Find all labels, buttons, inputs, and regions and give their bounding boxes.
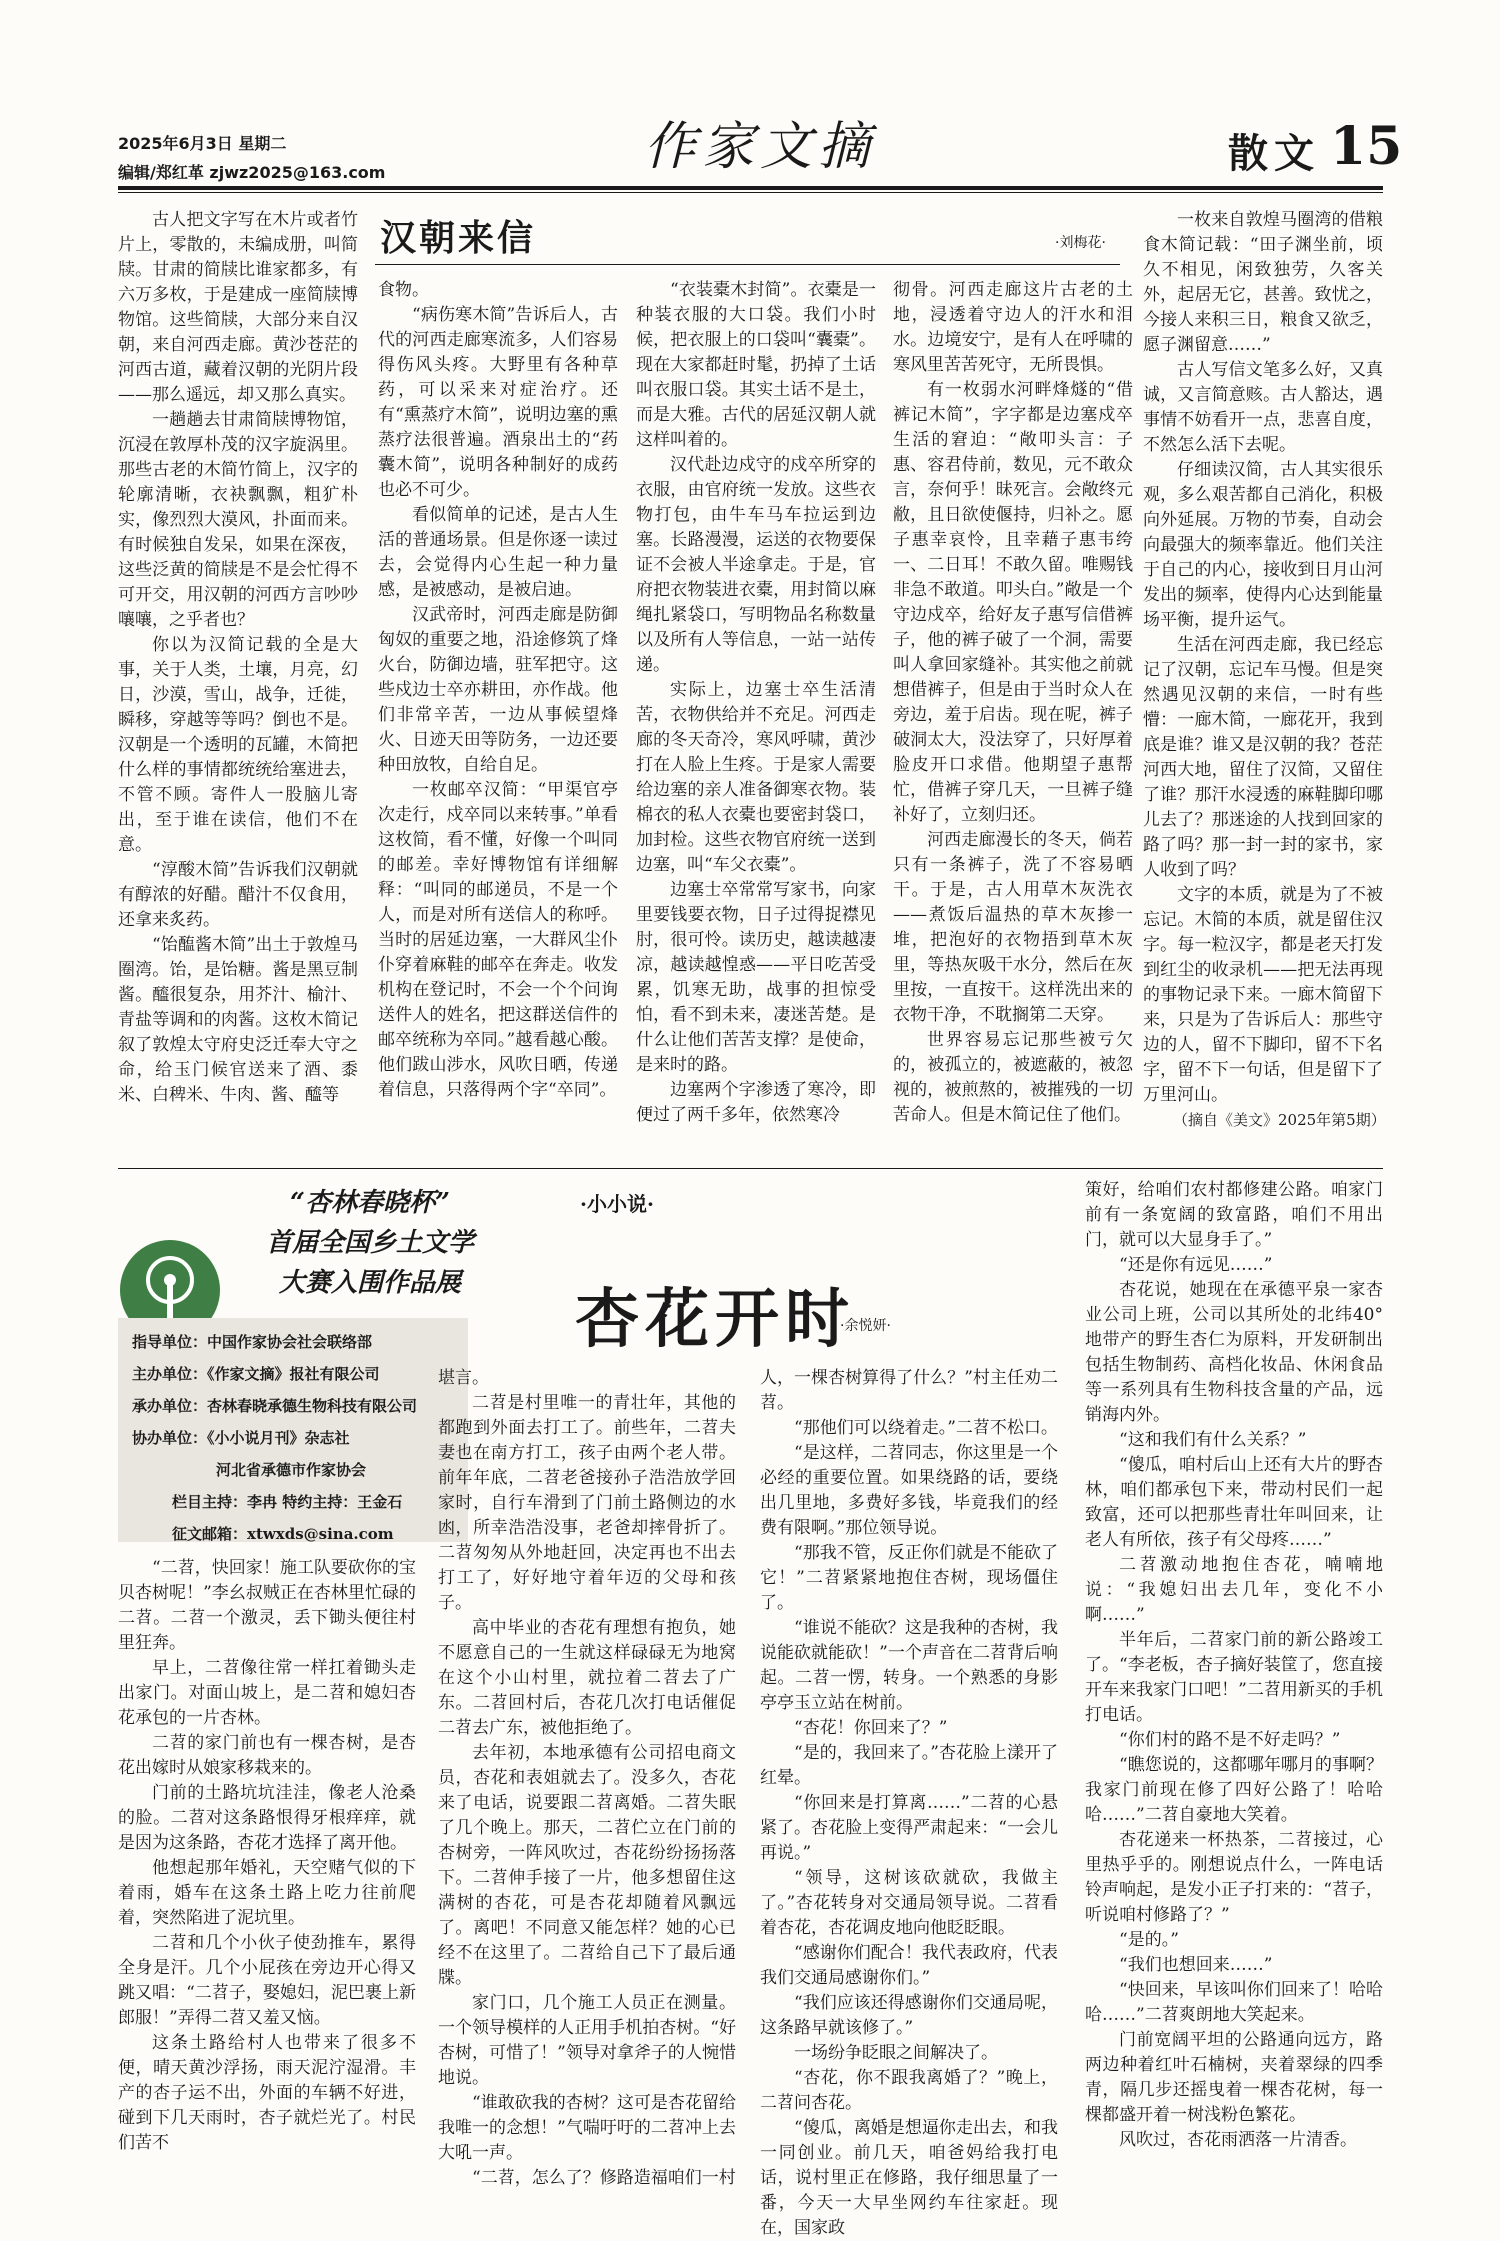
page-number: 15 bbox=[1330, 116, 1403, 177]
issue-date: 2025年6月3日 星期二 bbox=[118, 134, 287, 153]
contest-title-line2: 首届全国乡土文学 bbox=[265, 1228, 474, 1258]
paragraph: “这和我们有什么关系？” bbox=[1119, 1430, 1307, 1450]
paragraph: “你回来是打算离……”二苕的心悬紧了。杏花脸上变得严肃起来：“一会儿再说。” bbox=[760, 1793, 1058, 1863]
contest-email: 征文邮箱：xtwxds@sina.com bbox=[172, 1525, 394, 1543]
paragraph: 一趟趟去甘肃简牍博物馆，沉浸在敦厚朴茂的汉字旋涡里。那些古老的木简竹简上，汉字的轮廓清晰，衣袂飘飘，粗犷朴实，像烈烈大漠风，扑面而来。有时候独自发呆，如果在深夜，这些泛黄的简牍是不是会忙得不可开交，用汉朝的河西方言吵吵嚷嚷，之乎者也？ bbox=[118, 410, 358, 630]
paragraph: 这条土路给村人也带来了很多不便，晴天黄沙浮扬，雨天泥泞湿滑。丰产的杏子运不出，外面的车辆不好进，碰到下几天雨时，杏子就烂光了。村民们苦不 bbox=[118, 2033, 416, 2153]
paragraph: “快回来，早该叫你们回来了！哈哈哈……”二苕爽朗地大笑起来。 bbox=[1085, 1980, 1383, 2025]
paragraph: 实际上，边塞士卒生活清苦，衣物供给并不充足。河西走廊的冬天奇冷，寒风呼啸，黄沙打在人脸上生疼。于是家人需要给边塞的亲人准备御寒衣物。装棉衣的私人衣橐也要密封袋口，加封检。这些衣物官府统一送到边塞，叫“车父衣橐”。 bbox=[636, 680, 876, 875]
paragraph: “那我不管，反正你们就是不能砍了它！”二苕紧紧地抱住杏树，现场僵住了。 bbox=[760, 1543, 1058, 1613]
paragraph: “我们也想回来……” bbox=[1119, 1955, 1273, 1975]
paragraph: 二苕的家门前也有一棵杏树，是杏花出嫁时从娘家移栽来的。 bbox=[118, 1733, 416, 1778]
article2-column-4 bbox=[1085, 1178, 1383, 2150]
paragraph: 家门口，几个施工人员正在测量。一个领导模样的人正用手机拍杏树。“好杏树，可惜了！”领导对拿斧子的人惋惜地说。 bbox=[438, 1993, 736, 2088]
paragraph: “杏花！你回来了？” bbox=[794, 1718, 948, 1738]
paragraph: 他想起那年婚礼，天空赌气似的下着雨，婚车在这条土路上吃力往前爬着，突然陷进了泥坑里。 bbox=[118, 1858, 416, 1928]
paragraph: “二苕，怎么了？修路造福咱们一村 bbox=[472, 2168, 736, 2188]
paragraph: 杏花说，她现在在承德平泉一家杏业公司上班，公司以其所处的北纬40°地带产的野生杏仁为原料，开发研制出包括生物制药、高档化妆品、休闲食品等一系列具有生物科技含量的产品，远销海内外。 bbox=[1085, 1280, 1383, 1425]
contest-co-organizer: 协办单位：《小小说月刊》杂志社 bbox=[132, 1429, 350, 1447]
paragraph: “谁敢砍我的杏树？这可是杏花留给我唯一的念想！”气喘吁吁的二苕冲上去大吼一声。 bbox=[438, 2093, 736, 2163]
paragraph: 去年初，本地承德有公司招电商文员，杏花和表姐就去了。没多久，杏花来了电话，说要跟二苕离婚。二苕失眠了几个晚上。那天，二苕伫立在门前的杏树旁，一阵风吹过，杏花纷纷扬扬落下。二苕伸手接了一片，他多想留住这满树的杏花，可是杏花却随着风飘远了。离吧！不同意又能怎样？她的心已经不在这里了。二苕给自己下了最后通牒。 bbox=[438, 1743, 736, 1988]
paragraph: “是这样，二苕同志，你这里是一个必经的重要位置。如果绕路的话，要绕出几里地，多费好多钱，毕竟我们的经费有限啊。”那位领导说。 bbox=[760, 1443, 1058, 1538]
contest-guiding-unit: 指导单位：中国作家协会社会联络部 bbox=[132, 1333, 373, 1351]
paragraph: 古人把文字写在木片或者竹片上，零散的，未编成册，叫简牍。甘肃的简牍比谁家都多，有六万多枚，于是建成一座简牍博物馆。这些简牍，大部分来自汉朝，来自河西走廊。黄沙苍茫的河西古道，藏着汉朝的光阴片段——那么遥远，却又那么真实。 bbox=[118, 210, 358, 405]
article1-source: （摘自《美文》2025年第5期） bbox=[1173, 1111, 1386, 1129]
paragraph: “谁说不能砍？这是我种的杏树，我说能砍就能砍！”一个声音在二苕背后响起。二苕一愣，转身。一个熟悉的身影亭亭玉立站在树前。 bbox=[760, 1618, 1058, 1713]
contest-hosts: 栏目主持：李冉 特约主持：王金石 bbox=[172, 1493, 403, 1511]
paragraph: “饴醢酱木简”出土于敦煌马圈湾。饴，是饴糖。酱是黑豆制酱。醯很复杂，用芥汁、榆汁、青盐等调和的肉酱。这枚木简记叙了敦煌太守府史泛迁奉大守之命，给玉门候官送来了酒、黍米、白稗米、牛肉、酱、醯等 bbox=[118, 935, 358, 1105]
paragraph: 杏花递来一杯热茶，二苕接过，心里热乎乎的。刚想说点什么，一阵电话铃声响起，是发小正子打来的：“苕子，听说咱村修路了？” bbox=[1085, 1830, 1383, 1925]
article1-title-rule bbox=[375, 264, 1120, 265]
paragraph: “瞧您说的，这都哪年哪月的事啊？我家门前现在修了四好公路了！哈哈哈……”二苕自豪地大笑着。 bbox=[1085, 1755, 1383, 1825]
paragraph: “那他们可以绕着走。”二苕不松口。 bbox=[794, 1418, 1058, 1438]
paragraph: “病伤寒木简”告诉后人，古代的河西走廊寒流多，人们容易得伤风头疼。大野里有各种草药，可以采来对症治疗。还有“熏蒸疗木简”，说明边塞的熏蒸疗法很普遍。酒泉出土的“药囊木简”，说明各种制好的成药也必不可少。 bbox=[378, 305, 618, 500]
paragraph: 风吹过，杏花雨洒落一片清香。 bbox=[1119, 2130, 1357, 2150]
paragraph: “是的，我回来了。”杏花脸上漾开了红晕。 bbox=[760, 1743, 1058, 1788]
article1-title: 汉朝来信 bbox=[380, 217, 537, 259]
paragraph: 古人写信文笔多么好，又真诚，又言简意赅。古人豁达，遇事情不妨看开一点，悲喜自度，不然怎么活下去呢。 bbox=[1143, 360, 1383, 455]
paragraph: “领导，这树该砍就砍，我做主了。”杏花转身对交通局领导说。二苕看着杏花，杏花调皮地向他眨眨眼。 bbox=[760, 1868, 1058, 1938]
paragraph: 一枚邮卒汉简：“甲渠官亭次走行，戍卒同以来转事。”单看这枚简，看不懂，好像一个叫同的邮差。幸好博物馆有详细解释：“叫同的邮递员，不是一个人，而是对所有送信人的称呼。当时的居延边塞，一大群风尘仆仆穿着麻鞋的邮卒在奔走。收发机构在登记时，不会一个个问询送件人的姓名，把这群送信件的邮卒统称为卒同。”越看越心酸。他们跋山涉水，风吹日晒，传递着信息，只落得两个字“卒同”。 bbox=[378, 780, 618, 1100]
paragraph: 看似简单的记述，是古人生活的普通场景。但是你逐一读过去，会觉得内心生起一种力量感，是被感动，是被启迪。 bbox=[378, 505, 618, 600]
newspaper-masthead: 作家文摘 bbox=[643, 117, 876, 177]
article2-byline: ·余悦妍· bbox=[840, 1318, 891, 1334]
paragraph: 一场纷争眨眼之间解决了。 bbox=[794, 2043, 998, 2063]
paragraph: 人，一棵杏树算得了什么？”村主任劝二苕。 bbox=[760, 1368, 1058, 1413]
contest-title-line1: “杏林春晓杯” bbox=[290, 1188, 450, 1218]
article2-title: 杏花开时 bbox=[575, 1282, 855, 1357]
paragraph: 一枚来自敦煌马圈湾的借粮食木简记载：“田子渊坐前，顷久不相见，闲致独劳，久客关外，起居无它，甚善。致忧之，今接人来积三日，粮食又欲乏，愿子渊留意……” bbox=[1143, 210, 1383, 355]
paragraph: 你以为汉简记载的全是大事，关于人类，土壤，月亮，幻日，沙漠，雪山，战争，迁徙，瞬移，穿越等等吗？倒也不是。汉朝是一个透明的瓦罐，木简把什么样的事情都统统给塞进去，不管不顾。寄件人一股脑儿寄出，至于谁在读信，他们不在意。 bbox=[118, 635, 358, 855]
header-rule-thin bbox=[118, 192, 1383, 193]
section-divider bbox=[118, 1168, 1383, 1169]
paragraph: 彻骨。河西走廊这片古老的土地，浸透着守边人的汗水和泪水。边境安宁，是有人在呼啸的寒风里苦苦死守，无所畏惧。 bbox=[893, 280, 1133, 375]
section-name: 散文 bbox=[1228, 130, 1320, 177]
paragraph: 二苕激动地抱住杏花，喃喃地说：“我媳妇出去几年，变化不小啊……” bbox=[1085, 1555, 1383, 1625]
article2-column-1 bbox=[118, 1556, 416, 2153]
paragraph: 二苕是村里唯一的青壮年，其他的都跑到外面去打工了。前些年，二苕夫妻也在南方打工，孩子由两个老人带。前年年底，二苕老爸接孙子浩浩放学回家时，自行车滑到了门前土路侧边的水凼，所幸浩浩没事，老爸却摔骨折了。二苕匆匆从外地赶回，决定再也不出去打工了，好好地守着年迈的父母和孩子。 bbox=[438, 1393, 736, 1613]
article2-column-2 bbox=[438, 1366, 736, 2188]
paragraph: “傻瓜，咱村后山上还有大片的野杏林，咱们都承包下来，带动村民们一起致富，还可以把那些青壮年叫回来，让老人有所依，孩子有父母疼……” bbox=[1085, 1455, 1383, 1550]
paragraph: 有一枚弱水河畔烽燧的“借裤记木简”，字字都是边塞戍卒生活的窘迫：“敞叩头言：子惠、容君侍前，数见，元不敢众言，奈何乎！昧死言。会敞终元敝，且日欲使偃持，归补之。愿子惠幸哀怜，且幸藉子惠韦绔一、二日耳！不敢久留。唯赐钱非急不敢道。叩头白。”敞是一个守边戍卒，给好友子惠写信借裤子，他的裤子破了一个洞，需要叫人拿回家缝补。其实他之前就想借裤子，但是由于当时众人在旁边，羞于启齿。现在呢，裤子破洞太大，没法穿了，只好厚着脸皮开口求借。他期望子惠帮忙，借裤子穿几天，一旦裤子缝补好了，立刻归还。 bbox=[893, 380, 1133, 825]
paragraph: 早上，二苕像往常一样扛着锄头走出家门。对面山坡上，是二苕和媳妇杏花承包的一片杏林。 bbox=[118, 1658, 416, 1728]
paragraph: “淳酸木简”告诉我们汉朝就有醇浓的好醋。醋汁不仅食用，还拿来炙药。 bbox=[118, 860, 358, 930]
paragraph: 堪言。 bbox=[438, 1368, 489, 1388]
paragraph: “傻瓜，离婚是想逼你走出去，和我一同创业。前几天，咱爸妈给我打电话，说村里正在修路，我仔细思量了一番，今天一大早坐网约车往家赶。现在，国家政 bbox=[760, 2118, 1058, 2238]
paragraph: “杏花，你不跟我离婚了？”晚上，二苕问杏花。 bbox=[760, 2068, 1058, 2113]
contest-host: 主办单位：《作家文摘》报社有限公司 bbox=[132, 1365, 380, 1383]
paragraph: 二苕和几个小伙子使劲推车，累得全身是汗。几个小屁孩在旁边开心得又跳又唱：“二苕子，娶媳妇，泥巴裹上新郎服！”弄得二苕又羞又恼。 bbox=[118, 1933, 416, 2028]
contest-co-organizer-2: 河北省承德市作家协会 bbox=[216, 1461, 367, 1479]
paragraph: “衣装橐木封简”。衣橐是一种装衣服的大口袋。我们小时候，把衣服上的口袋叫“囊橐”。现在大家都赶时髦，扔掉了土话叫衣服口袋。其实土话不是土，而是大雅。古代的居延汉朝人就这样叫着的。 bbox=[636, 280, 876, 450]
paragraph: “你们村的路不是不好走吗？” bbox=[1119, 1730, 1341, 1750]
paragraph: 汉武帝时，河西走廊是防御匈奴的重要之地，沿途修筑了烽火台，防御边墙，驻军把守。这些戍边士卒亦耕田，亦作战。他们非常辛苦，一边从事候望烽火、日迹天田等防务，一边还要种田放牧，自给自足。 bbox=[378, 605, 618, 775]
paragraph: 门前的土路坑坑洼洼，像老人沧桑的脸。二苕对这条路恨得牙根痒痒，就是因为这条路，杏花才选择了离开他。 bbox=[118, 1783, 416, 1853]
paragraph: 边塞士卒常常写家书，向家里要钱要衣物，日子过得捉襟见肘，很可怜。读历史，越读越凄凉，越读越惶惑——平日吃苦受累，饥寒无助，战事的担惊受怕，看不到未来，凄迷苦楚。是什么让他们苦苦支撑？是使命，是来时的路。 bbox=[636, 880, 876, 1075]
article2-kicker: ·小小说· bbox=[580, 1192, 654, 1216]
paragraph: “感谢你们配合！我代表政府，代表我们交通局感谢你们。” bbox=[760, 1943, 1058, 1988]
editor-contact: 编辑/郑红革 zjwz2025@163.com bbox=[118, 163, 386, 182]
paragraph: 仔细读汉简，古人其实很乐观，多么艰苦都自己消化，积极向外延展。万物的节奏，自动会向最强大的频率靠近。他们关注于自己的内心，接收到日月山河发出的频率，使得内心达到能量场平衡，提升运气。 bbox=[1143, 460, 1383, 630]
paragraph: 河西走廊漫长的冬天，倘若只有一条裤子，洗了不容易晒干。于是，古人用草木灰洗衣——煮饭后温热的草木灰掺一堆，把泡好的衣物捂到草木灰里，等热灰吸干水分，然后在灰里按，一直按干。这样洗出来的衣物干净，不耽搁第二天穿。 bbox=[893, 830, 1133, 1025]
paragraph: “我们应该还得感谢你们交通局呢，这条路早就该修了。” bbox=[760, 1993, 1058, 2038]
paragraph: 边塞两个字渗透了寒冷，即便过了两千多年，依然寒冷 bbox=[636, 1080, 876, 1125]
paragraph: “二苕，快回家！施工队要砍你的宝贝杏树呢！”李幺叔贼正在杏林里忙碌的二苕。二苕一个激灵，丢下锄头便往村里狂奔。 bbox=[118, 1558, 416, 1653]
contest-organizer: 承办单位：杏林春晓承德生物科技有限公司 bbox=[132, 1397, 418, 1415]
paragraph: 高中毕业的杏花有理想有抱负，她不愿意自己的一生就这样碌碌无为地窝在这个小山村里，就拉着二苕去了广东。二苕回村后，杏花几次打电话催促二苕去广东，被他拒绝了。 bbox=[438, 1618, 736, 1738]
paragraph: 食物。 bbox=[378, 280, 429, 300]
article2-column-3 bbox=[760, 1366, 1058, 2238]
paragraph: 世界容易忘记那些被亏欠的，被孤立的，被遮蔽的，被忽视的，被煎熬的，被摧残的一切苦命人。但是木简记住了他们。 bbox=[893, 1030, 1133, 1125]
paragraph: “还是你有远见……” bbox=[1119, 1255, 1273, 1275]
article1-byline: ·刘梅花· bbox=[1055, 235, 1106, 251]
paragraph: 文字的本质，就是为了不被忘记。木简的本质，就是留住汉字。每一粒汉字，都是老天打发到红尘的收录机——把无法再现的事物记录下来。一廊木简留下来，只是为了告诉后人：那些守边的人，留不下脚印，留不下名字，留不下一句话，但是留下了万里河山。 bbox=[1143, 885, 1383, 1105]
paragraph: “是的。” bbox=[1119, 1930, 1179, 1950]
article1-column-3 bbox=[636, 278, 876, 1408]
paragraph: 半年后，二苕家门前的新公路竣工了。“李老板，杏子摘好装筐了，您直接开车来我家门口吧！”二苕用新买的手机打电话。 bbox=[1085, 1630, 1383, 1725]
contest-title-line3: 大赛入围作品展 bbox=[278, 1268, 461, 1298]
paragraph: 门前宽阔平坦的公路通向远方，路两边种着红叶石楠树，夹着翠绿的四季青，隔几步还摇曳着一棵杏花树，每一棵都盛开着一树浅粉色繁花。 bbox=[1085, 2030, 1383, 2125]
header-rule-thick bbox=[118, 186, 1383, 190]
paragraph: 汉代赴边戍守的戍卒所穿的衣服，由官府统一发放。这些衣物打包，由牛车马车拉运到边塞。长路漫漫，运送的衣物要保证不会被人半途拿走。于是，官府把衣物装进衣橐，用封简以麻绳扎紧袋口，写明物品名称数量以及所有人等信息，一站一站传递。 bbox=[636, 455, 876, 675]
contest-info-box bbox=[118, 1318, 468, 1542]
paragraph: 策好，给咱们农村都修建公路。咱家门前有一条宽阔的致富路，咱们不用出门，就可以大显身手了。” bbox=[1085, 1180, 1383, 1250]
paragraph: 生活在河西走廊，我已经忘记了汉朝，忘记车马慢。但是突然遇见汉朝的来信，一时有些懵：一廊木简，一廊花开，我到底是谁？谁又是汉朝的我？苍茫河西大地，留住了汉简，又留住了谁？那汗水浸透的麻鞋脚印哪儿去了？那迷途的人找到回家的路了吗？那一封一封的家书，家人收到了吗？ bbox=[1143, 635, 1383, 880]
